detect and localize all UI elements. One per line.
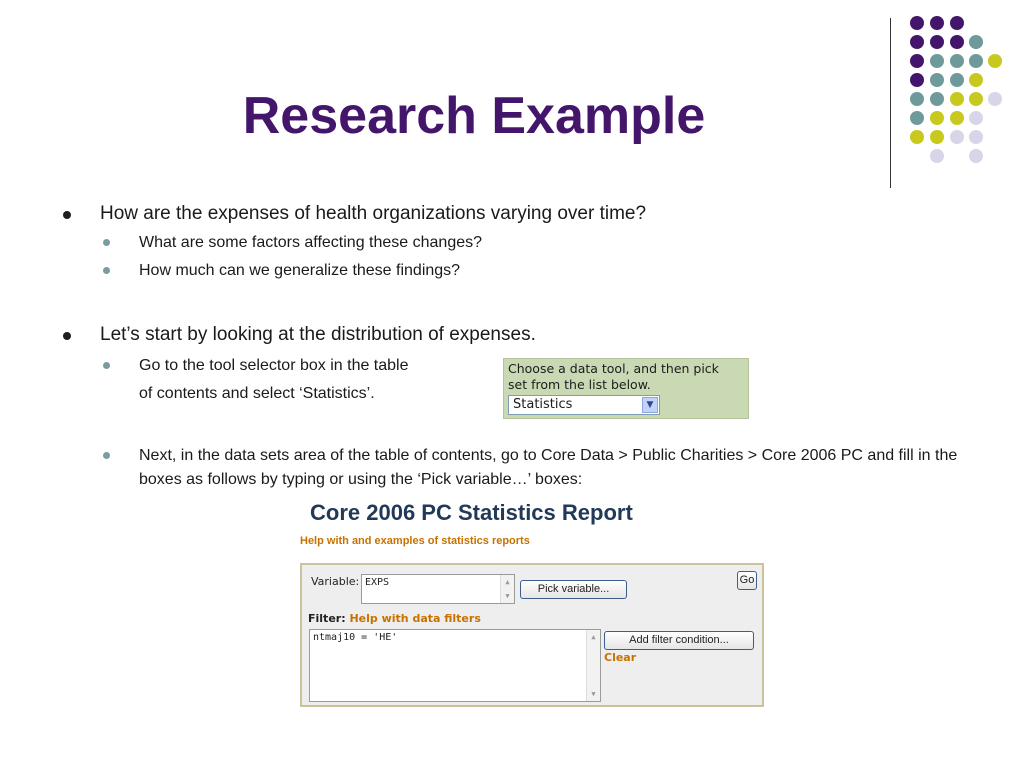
sub-bullet-tool-selector-cont: of contents and select ‘Statistics’. bbox=[139, 385, 375, 402]
filter-help-link[interactable]: Help with data filters bbox=[349, 612, 481, 625]
filter-label: Filter: bbox=[308, 612, 346, 625]
filter-scrollbar[interactable] bbox=[586, 630, 600, 701]
scroll-down-icon[interactable]: ▼ bbox=[505, 592, 510, 600]
slide-title: Research Example bbox=[242, 87, 706, 145]
add-filter-button[interactable]: Add filter condition... bbox=[604, 631, 754, 650]
go-button[interactable]: Go bbox=[737, 571, 757, 590]
variable-input[interactable] bbox=[361, 574, 515, 604]
variable-value: EXPS bbox=[365, 577, 390, 588]
filter-row bbox=[308, 612, 481, 625]
tool-instruction-line2: set from the list below. bbox=[508, 377, 651, 392]
report-form-panel bbox=[300, 563, 764, 707]
sub-bullet-factors: What are some factors affecting these changes? bbox=[139, 231, 482, 255]
bullet-question: How are the expenses of health organizations varying over time? bbox=[100, 203, 647, 224]
scroll-up-icon[interactable]: ▲ bbox=[591, 633, 596, 641]
bullet-start: Let’s start by looking at the distribution of expenses. bbox=[100, 324, 536, 345]
filter-input[interactable] bbox=[309, 629, 601, 702]
tool-instruction bbox=[508, 361, 748, 393]
clear-link[interactable]: Clear bbox=[604, 651, 637, 664]
tool-select-dropdown[interactable] bbox=[508, 395, 660, 415]
sub-bullet-generalize: How much can we generalize these findings? bbox=[139, 259, 460, 283]
sub-bullet-tool-selector: Go to the tool selector box in the table bbox=[139, 354, 409, 378]
sub-bullet-next-steps: Next, in the data sets area of the table of contents, go to Core Data > Public Charities > Core 2006 PC and fill in the boxes as follows by typing or using the ‘Pick variable…’ boxes: bbox=[139, 444, 969, 492]
tool-select-value: Statistics bbox=[513, 397, 573, 412]
filter-value: ntmaj10 = 'HE' bbox=[313, 632, 398, 643]
pick-variable-button[interactable]: Pick variable... bbox=[520, 580, 627, 599]
chevron-down-icon[interactable]: ▼ bbox=[642, 397, 658, 413]
scroll-up-icon[interactable]: ▲ bbox=[505, 578, 510, 586]
scroll-down-icon[interactable]: ▼ bbox=[591, 690, 596, 698]
report-title: Core 2006 PC Statistics Report bbox=[310, 500, 633, 525]
variable-label: Variable: bbox=[311, 575, 360, 588]
report-help-link[interactable]: Help with and examples of statistics reports bbox=[300, 535, 530, 547]
variable-scrollbar[interactable] bbox=[500, 575, 514, 603]
data-tool-selector-box bbox=[503, 358, 749, 419]
tool-instruction-line1: Choose a data tool, and then pick bbox=[508, 361, 719, 376]
